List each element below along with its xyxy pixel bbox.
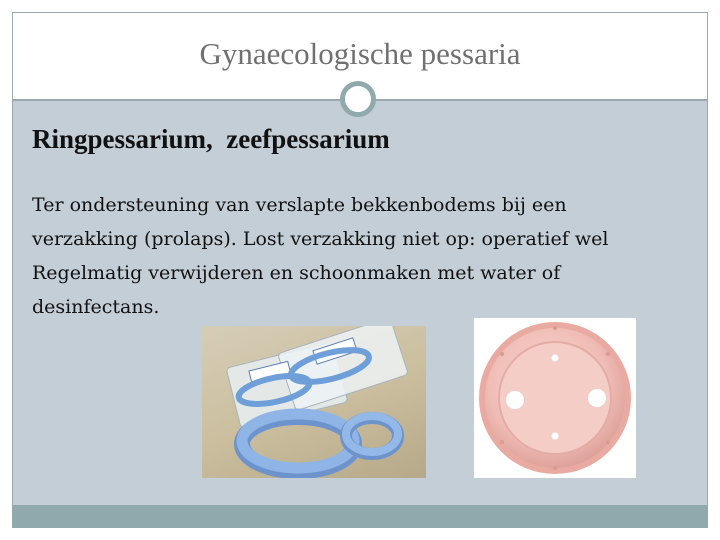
ring-pessaries-photo (202, 326, 426, 478)
slide-title: Gynaecologische pessaria (199, 36, 521, 71)
slide-heading: Ringpessarium, zeefpessarium (32, 124, 390, 154)
circle-ornament-icon (340, 81, 376, 117)
body-line: verzakking (prolaps). Lost verzakking niet op: operatief wel (32, 228, 609, 250)
blue-ring-pessaries (242, 414, 398, 471)
footer-bar (12, 505, 708, 528)
ring-pessaries-illustration (202, 326, 426, 478)
body-line: desinfectans. (32, 296, 160, 318)
sieve-pessary-photo (474, 318, 636, 478)
body-line: Ter ondersteuning van verslapte bekkenbodems bij een (32, 194, 567, 216)
sieve-pessary-illustration (474, 318, 636, 478)
slide-body-text (32, 188, 672, 324)
body-line: Regelmatig verwijderen en schoonmaken met water of (32, 262, 561, 284)
